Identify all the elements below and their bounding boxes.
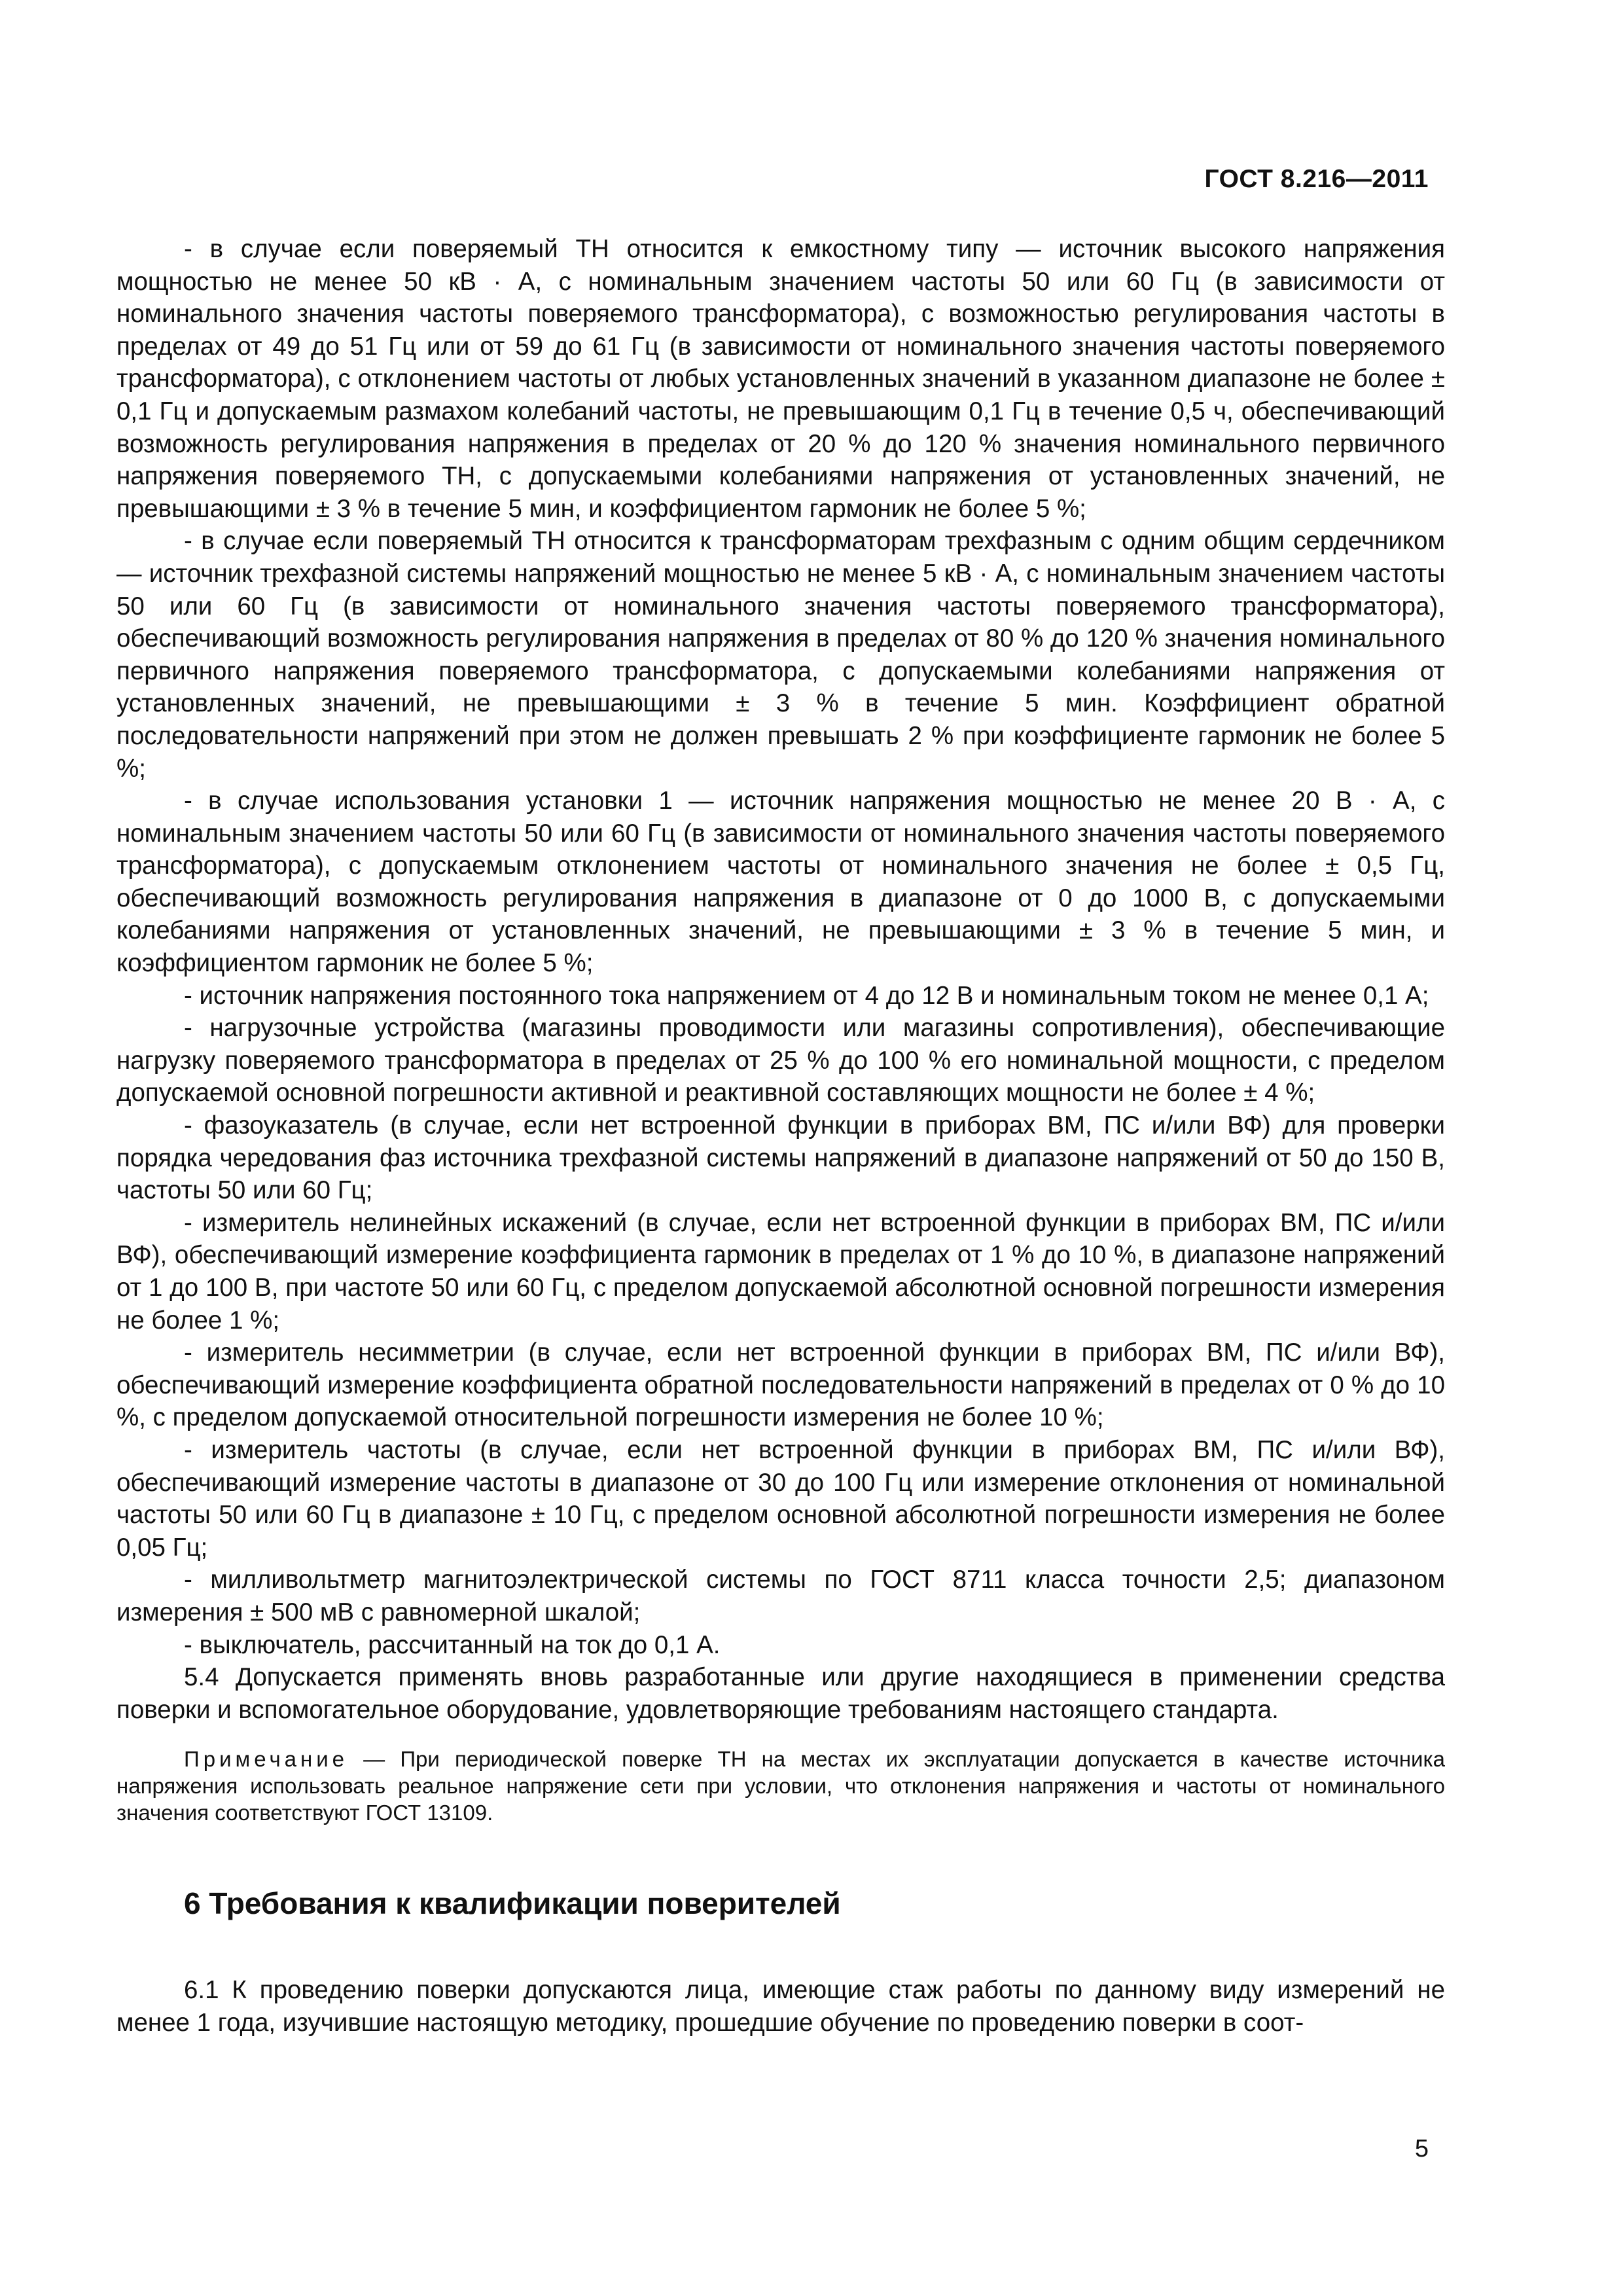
list-item-phase-indicator: - фазоуказатель (в случае, если нет встроенной функции в приборах ВМ, ПС и/или ВФ) для проверки порядка чередования фаз источника трехфазной системы напряжений в диапазоне напряжений от 50 до 150 В, частоты 50 или 60 Гц;: [116, 1111, 1445, 1205]
page-number: 5: [1414, 2135, 1429, 2162]
section-6-title: 6 Требования к квалификации поверителей: [184, 1886, 841, 1921]
list-item-capacitive-source: - в случае если поверяемый ТН относится к емкостному типу — источник высокого напряжения мощностью не менее 50 кВ · А, с номинальным значением частоты 50 или 60 Гц (в зависимости от номинального значения частоты поверяемого трансформатора), с возможностью регулирования частоты в пределах от 49 до 51 Гц или от 59 до 61 Гц (в зависимости от номинального значения частоты поверяемого трансформатора), с отклонением частоты от любых установленных значений в указанном диапазоне не более ± 0,1 Гц и допускаемым размахом колебаний частоты, не превышающим 0,1 Гц в течение 0,5 ч, обеспечивающий возможность регулирования напряжения в пределах от 20 % до 120 % значения номинального первичного напряжения поверяемого ТН, с допускаемыми колебаниями напряжения от установленных значений, не превышающими ± 3 % в течение 5 мин, и коэффициентом гармоник не более 5 %;: [116, 235, 1445, 523]
note-label: Примечание: [184, 1747, 349, 1772]
list-item-three-phase-source: - в случае если поверяемый ТН относится к трансформаторам трехфазным с одним общим сердечником — источник трехфазной системы напряжений мощностью не менее 5 кВ · А, с номинальным значением частоты 50 или 60 Гц (в зависимости от номинального значения частоты поверяемого трансформатора), обеспечивающий возможность регулирования напряжения в пределах от 80 % до 120 % значения номинального первичного напряжения поверяемого трансформатора, с допускаемыми колебаниями напряжения от установленных значений, не превышающими ± 3 % в течение 5 мин. Коэффициент обратной последовательности напряжений при этом не должен превышать 2 % при коэффициенте гармоник не более 5 %;: [116, 527, 1445, 783]
list-item-frequency-meter: - измеритель частоты (в случае, если нет встроенной функции в приборах ВМ, ПС и/или ВФ), обеспечивающий измерение частоты в диапазоне от 30 до 100 Гц или измерение отклонения от номинальной частоты 50 или 60 Гц в диапазоне ± 10 Гц, с пределом основной абсолютной погрешности измерения не более 0,05 Гц;: [116, 1435, 1445, 1562]
list-item-distortion-meter: - измеритель нелинейных искажений (в случае, если нет встроенной функции в приборах ВМ, ПС и/или ВФ), обеспечивающий измерение коэффициента гармоник в пределах от 1 % до 10 %, в диапазоне напряжений от 1 до 100 В, при частоте 50 или 60 Гц, с пределом допускаемой абсолютной основной погрешности измерения не более 1 %;: [116, 1208, 1445, 1335]
list-item-asymmetry-meter: - измеритель несимметрии (в случае, если нет встроенной функции в приборах ВМ, ПС и/или ВФ), обеспечивающий измерение коэффициента обратной последовательности напряжений в пределах от 0 % до 10 %, с пределом допускаемой относительной погрешности измерения не более 10 %;: [116, 1338, 1445, 1432]
list-item-millivoltmeter: - милливольтметр магнитоэлектрической системы по ГОСТ 8711 класса точности 2,5; диапазоном измерения ± 500 мВ с равномерной шкалой;: [116, 1566, 1445, 1626]
list-item-dc-source: - источник напряжения постоянного тока напряжением от 4 до 12 В и номинальным током не менее 0,1 А;: [184, 981, 1429, 1010]
list-item-load-devices: - нагрузочные устройства (магазины проводимости или магазины сопротивления), обеспечивающие нагрузку поверяемого трансформатора в пределах от 25 % до 100 % его номинальной мощности, с пределом допускаемой основной погрешности активной и реактивной составляющих мощности не более ± 4 %;: [116, 1014, 1445, 1107]
note-text: — При периодической поверке ТН на местах их эксплуатации допускается в качестве источника напряжения использовать реальное напряжение сети при условии, что отклонения напряжения и частоты от номинального значения соответствуют ГОСТ 13109.: [116, 1747, 1445, 1825]
list-item-switch: - выключатель, рассчитанный на ток до 0,1 А.: [184, 1630, 721, 1659]
clause-5-4: 5.4 Допускается применять вновь разработанные или другие находящиеся в применении средства поверки и вспомогательное оборудование, удовлетворяющие требованиям настоящего стандарта.: [116, 1663, 1445, 1724]
clause-6-1: 6.1 К проведению поверки допускаются лица, имеющие стаж работы по данному виду измерений не менее 1 года, изучившие настоящую методику, прошедшие обучение по проведению поверки в соот-: [116, 1976, 1445, 2037]
note-block: [116, 1746, 1445, 1826]
document-body: [116, 233, 1445, 2039]
list-item-installation-source: - в случае использования установки 1 — источник напряжения мощностью не менее 20 В · А, с номинальным значением частоты 50 или 60 Гц (в зависимости от номинального значения частоты поверяемого трансформатора), с допускаемым отклонением частоты от номинального значения не более ± 0,5 Гц, обеспечивающий возможность регулирования напряжения в диапазоне от 0 до 1000 В, с допускаемыми колебаниями напряжения от установленных значений, не превышающими ± 3 % в течение 5 мин, и коэффициентом гармоник не более 5 %;: [116, 787, 1445, 978]
document-header-code: ГОСТ 8.216—2011: [1204, 165, 1429, 193]
